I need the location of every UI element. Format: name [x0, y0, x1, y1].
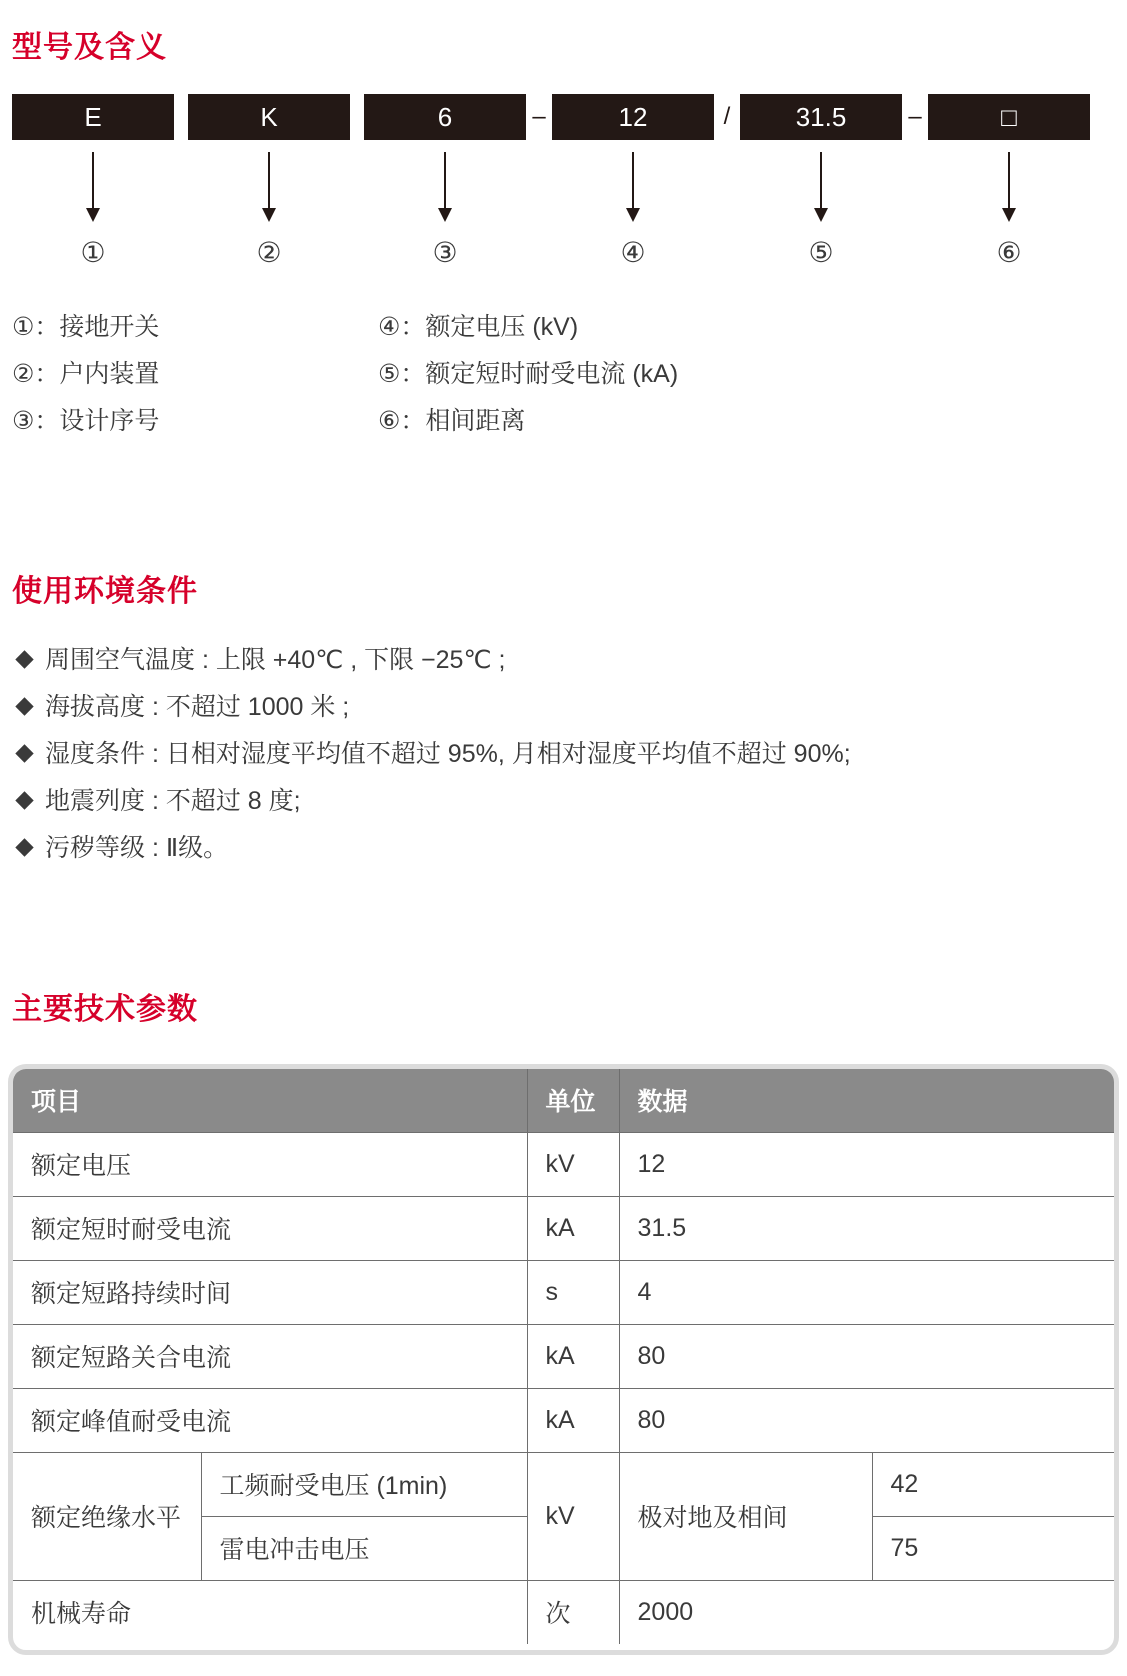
code-box-3: 6 [364, 94, 526, 140]
code-marker-4: ④ [620, 237, 646, 268]
spec-table-container [8, 1064, 1119, 1655]
row-value: 80 [619, 1324, 1114, 1388]
meaning-item: ③：设计序号 [12, 407, 160, 435]
code-box-4: 12 [552, 94, 714, 140]
code-box-5: 31.5 [740, 94, 902, 140]
insulation-value-1: 42 [872, 1452, 1114, 1516]
row-value: 2000 [619, 1580, 1114, 1644]
row-value: 12 [619, 1132, 1114, 1196]
header-unit: 单位 [527, 1069, 619, 1132]
environment-text: 湿度条件 : 日相对湿度平均值不超过 95%, 月相对湿度平均值不超过 90%; [45, 739, 851, 768]
diamond-bullet-icon [15, 791, 33, 809]
section-title-model: 型号及含义 [12, 31, 167, 64]
code-box-6: □ [928, 94, 1090, 140]
insulation-sub-power-frequency: 工频耐受电压 (1min) [201, 1452, 527, 1516]
row-unit: kA [527, 1196, 619, 1260]
code-marker-5: ⑤ [808, 237, 834, 268]
environment-text: 污秽等级 : Ⅱ级。 [45, 833, 229, 862]
arrow-down-icon [262, 152, 276, 222]
arrow-down-icon [438, 152, 452, 222]
meaning-item: ②：户内装置 [12, 360, 160, 388]
meaning-item: ①：接地开关 [12, 313, 160, 341]
table-row [13, 1324, 1114, 1388]
meaning-list-right [378, 310, 678, 451]
row-item: 机械寿命 [13, 1580, 527, 1644]
insulation-label: 极对地及相间 [619, 1452, 872, 1580]
diamond-bullet-icon [15, 838, 33, 856]
table-row [13, 1452, 1114, 1516]
insulation-value-2: 75 [872, 1516, 1114, 1580]
insulation-sub-lightning: 雷电冲击电压 [201, 1516, 527, 1580]
section-title-environment: 使用环境条件 [12, 575, 198, 608]
insulation-item: 额定绝缘水平 [13, 1452, 201, 1580]
list-item [14, 824, 851, 871]
meaning-item: ⑤：额定短时耐受电流 (kA) [378, 360, 679, 388]
table-row [13, 1260, 1114, 1324]
row-value: 31.5 [619, 1196, 1114, 1260]
row-item: 额定短时耐受电流 [13, 1196, 527, 1260]
code-marker-2: ② [256, 237, 282, 268]
table-row [13, 1388, 1114, 1452]
arrow-down-icon [1002, 152, 1016, 222]
row-unit: s [527, 1260, 619, 1324]
arrow-down-icon [814, 152, 828, 222]
code-box-1: E [12, 94, 174, 140]
table-header-row [13, 1069, 1114, 1132]
spec-table [13, 1069, 1114, 1644]
environment-text: 周围空气温度 : 上限 +40℃ , 下限 −25℃ ; [45, 645, 506, 674]
row-unit: kA [527, 1388, 619, 1452]
meaning-list-left [12, 310, 159, 451]
diamond-bullet-icon [15, 697, 33, 715]
table-row [13, 1196, 1114, 1260]
environment-text: 海拔高度 : 不超过 1000 米 ; [45, 692, 350, 721]
table-row [13, 1132, 1114, 1196]
code-marker-3: ③ [432, 237, 458, 268]
arrow-down-icon [86, 152, 100, 222]
list-item [14, 730, 851, 777]
code-box-2: K [188, 94, 350, 140]
meaning-item: ⑥：相间距离 [378, 407, 526, 435]
model-code-row [12, 94, 1112, 140]
row-value: 4 [619, 1260, 1114, 1324]
row-unit: 次 [527, 1580, 619, 1644]
insulation-unit: kV [527, 1452, 619, 1580]
list-item [14, 636, 851, 683]
environment-text: 地震列度 : 不超过 8 度; [45, 786, 301, 815]
code-marker-6: ⑥ [996, 237, 1022, 268]
row-item: 额定峰值耐受电流 [13, 1388, 527, 1452]
code-marker-1: ① [80, 237, 106, 268]
row-unit: kA [527, 1324, 619, 1388]
meaning-item: ④：额定电压 (kV) [378, 313, 579, 341]
diamond-bullet-icon [15, 650, 33, 668]
diamond-bullet-icon [15, 744, 33, 762]
code-separator-2: / [723, 103, 731, 130]
environment-list [14, 636, 851, 871]
row-item: 额定电压 [13, 1132, 527, 1196]
list-item [14, 777, 851, 824]
row-unit: kV [527, 1132, 619, 1196]
table-row [13, 1580, 1114, 1644]
code-separator-1: – [532, 103, 546, 130]
code-separator-3: – [908, 103, 922, 130]
row-item: 额定短路持续时间 [13, 1260, 527, 1324]
header-item: 项目 [13, 1069, 527, 1132]
row-value: 80 [619, 1388, 1114, 1452]
list-item [14, 683, 851, 730]
section-title-params: 主要技术参数 [12, 993, 198, 1026]
header-value: 数据 [619, 1069, 1114, 1132]
row-item: 额定短路关合电流 [13, 1324, 527, 1388]
arrow-down-icon [626, 152, 640, 222]
